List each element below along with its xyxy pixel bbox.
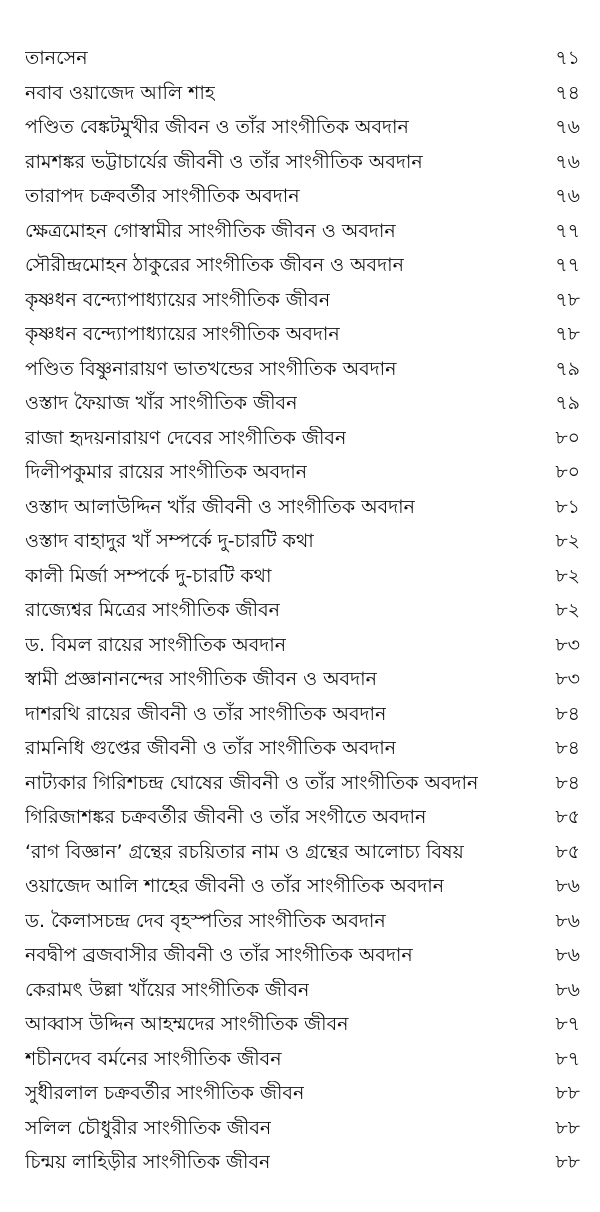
toc-entry-title: তারাপদ চক্রবর্তীর সাংগীতিক অবদান [25,185,300,208]
toc-entry [25,145,580,180]
toc-entry [25,731,580,766]
toc-entry-title: নবাব ওয়াজেদ আলি শাহ [25,81,215,104]
toc-entry [25,490,580,525]
toc-entry-page-number: ৮৩ [555,668,580,691]
toc-entry-title: ওস্তাদ ফৈয়াজ খাঁর সাংগীতিক জীবন [25,392,298,415]
toc-entry-title: গিরিজাশঙ্কর চক্রবর্তীর জীবনী ও তাঁর সংগীতে অবদান [25,806,427,829]
toc-entry [25,559,580,594]
toc-entry-page-number: ৮০ [555,426,580,449]
toc-entry-title: রাজা হৃদয়নারায়ণ দেবের সাংগীতিক জীবন [25,426,347,449]
table-of-contents-list [25,41,580,1180]
toc-entry [25,800,580,835]
toc-entry [25,593,580,628]
toc-entry-page-number: ৮২ [555,599,580,622]
toc-entry [25,214,580,249]
toc-entry-title: সুধীরলাল চক্রবর্তীর সাংগীতিক জীবন [25,1082,305,1105]
toc-entry [25,938,580,973]
toc-entry-title: ওস্তাদ আলাউদ্দিন খাঁর জীবনী ও সাংগীতিক অবদান [25,495,416,518]
toc-entry-page-number: ৮০ [555,461,580,484]
toc-entry [25,628,580,663]
toc-entry-title: কৃষ্ণধন বন্দ্যোপাধ্যায়ের সাংগীতিক অবদান [25,323,340,346]
toc-entry-page-number: ৮৭ [555,1013,580,1036]
toc-entry [25,455,580,490]
toc-entry [25,766,580,801]
toc-entry-title: ‘রাগ বিজ্ঞান’ গ্রন্থের রচয়িতার নাম ও গ্রন্থের আলোচ্য বিষয় [25,840,464,863]
toc-entry-page-number: ৮৪ [555,771,580,794]
toc-entry-page-number: ৮৪ [555,737,580,760]
toc-entry-title: পণ্ডিত বিষ্ণুনারায়ণ ভাতখন্ডের সাংগীতিক অবদান [25,357,397,380]
toc-entry-title: স্বামী প্রজ্ঞানানন্দের সাংগীতিক জীবন ও অবদান [25,668,377,691]
toc-entry-title: রামনিধি গুপ্তের জীবনী ও তাঁর সাংগীতিক অবদান [25,737,397,760]
toc-entry-page-number: ৭৪ [555,81,580,104]
toc-entry-title: ড. কৈলাসচন্দ্র দেব বৃহস্পতির সাংগীতিক অবদান [25,909,386,932]
toc-entry-title: চিন্ময় লাহিড়ীর সাংগীতিক জীবন [25,1151,271,1174]
toc-entry [25,110,580,145]
toc-entry-page-number: ৭৮ [555,323,580,346]
toc-entry-page-number: ৭১ [555,47,580,70]
toc-entry-title: ক্ষেত্রমোহন গোস্বামীর সাংগীতিক জীবন ও অবদান [25,219,396,242]
toc-entry [25,248,580,283]
toc-entry-title: ওয়াজেদ আলি শাহের জীবনী ও তাঁর সাংগীতিক অবদান [25,875,445,898]
toc-entry-page-number: ৮৮ [555,1116,580,1139]
toc-entry [25,1111,580,1146]
toc-entry-page-number: ৮৮ [555,1151,580,1174]
toc-entry [25,386,580,421]
toc-entry-title: সলিল চৌধুরীর সাংগীতিক জীবন [25,1116,272,1139]
toc-entry-page-number: ৮৬ [555,978,580,1001]
toc-entry-title: সৌরীন্দ্রমোহন ঠাকুরের সাংগীতিক জীবন ও অবদান [25,254,404,277]
toc-entry [25,1007,580,1042]
toc-entry-page-number: ৭৯ [555,392,580,415]
toc-entry-title: নাট্যকার গিরিশচন্দ্র ঘোষের জীবনী ও তাঁর সাংগীতিক অবদান [25,771,479,794]
toc-entry-page-number: ৮৬ [555,944,580,967]
toc-entry-title: দিলীপকুমার রায়ের সাংগীতিক অবদান [25,461,308,484]
toc-entry-title: কৃষ্ণধন বন্দ্যোপাধ্যায়ের সাংগীতিক জীবন [25,288,331,311]
toc-entry-page-number: ৭৭ [555,254,580,277]
toc-entry-page-number: ৭৭ [555,219,580,242]
toc-entry [25,352,580,387]
toc-entry-title: রামশঙ্কর ভট্টাচার্যের জীবনী ও তাঁর সাংগীতিক অবদান [25,150,423,173]
toc-entry [25,973,580,1008]
toc-entry-title: শচীনদেব বর্মনের সাংগীতিক জীবন [25,1047,282,1070]
toc-entry-title: কেরামৎ উল্লা খাঁয়ের সাংগীতিক জীবন [25,978,310,1001]
toc-entry [25,41,580,76]
toc-entry-title: নবদ্বীপ ব্রজবাসীর জীবনী ও তাঁর সাংগীতিক অবদান [25,944,413,967]
toc-entry-page-number: ৮৭ [555,1047,580,1070]
toc-entry [25,524,580,559]
toc-entry [25,835,580,870]
toc-entry [25,904,580,939]
toc-entry-title: ড. বিমল রায়ের সাংগীতিক অবদান [25,633,287,656]
toc-entry-page-number: ৮২ [555,530,580,553]
toc-entry-page-number: ৭৬ [555,150,580,173]
toc-entry-title: রাজ্যেশ্বর মিত্রের সাংগীতিক জীবন [25,599,281,622]
toc-entry-page-number: ৮১ [555,495,580,518]
toc-entry-page-number: ৮৬ [555,909,580,932]
toc-entry-page-number: ৭৬ [555,185,580,208]
toc-entry [25,179,580,214]
toc-entry-page-number: ৭৯ [555,357,580,380]
toc-entry [25,869,580,904]
toc-entry-page-number: ৮৬ [555,875,580,898]
toc-entry-page-number: ৮৫ [555,806,580,829]
toc-entry [25,283,580,318]
toc-entry [25,76,580,111]
toc-entry [25,1042,580,1077]
toc-entry [25,1076,580,1111]
toc-entry [25,1145,580,1180]
toc-entry-page-number: ৮৩ [555,633,580,656]
toc-entry [25,662,580,697]
toc-entry-page-number: ৮৮ [555,1082,580,1105]
toc-entry-title: দাশরথি রায়ের জীবনী ও তাঁর সাংগীতিক অবদান [25,702,387,725]
toc-entry-page-number: ৮৫ [555,840,580,863]
toc-entry [25,697,580,732]
toc-entry-page-number: ৭৬ [555,116,580,139]
toc-entry-title: পণ্ডিত বেঙ্কটমুখীর জীবন ও তাঁর সাংগীতিক অবদান [25,116,409,139]
toc-entry-title: আব্বাস উদ্দিন আহম্মদের সাংগীতিক জীবন [25,1013,349,1036]
toc-entry [25,317,580,352]
toc-entry-title: কালী মির্জা সম্পর্কে দু-চারটি কথা [25,564,272,587]
toc-entry-title: তানসেন [25,47,88,70]
toc-entry-title: ওস্তাদ বাহাদুর খাঁ সম্পর্কে দু-চারটি কথা [25,530,314,553]
toc-entry [25,421,580,456]
toc-entry-page-number: ৭৮ [555,288,580,311]
toc-entry-page-number: ৮৪ [555,702,580,725]
toc-entry-page-number: ৮২ [555,564,580,587]
